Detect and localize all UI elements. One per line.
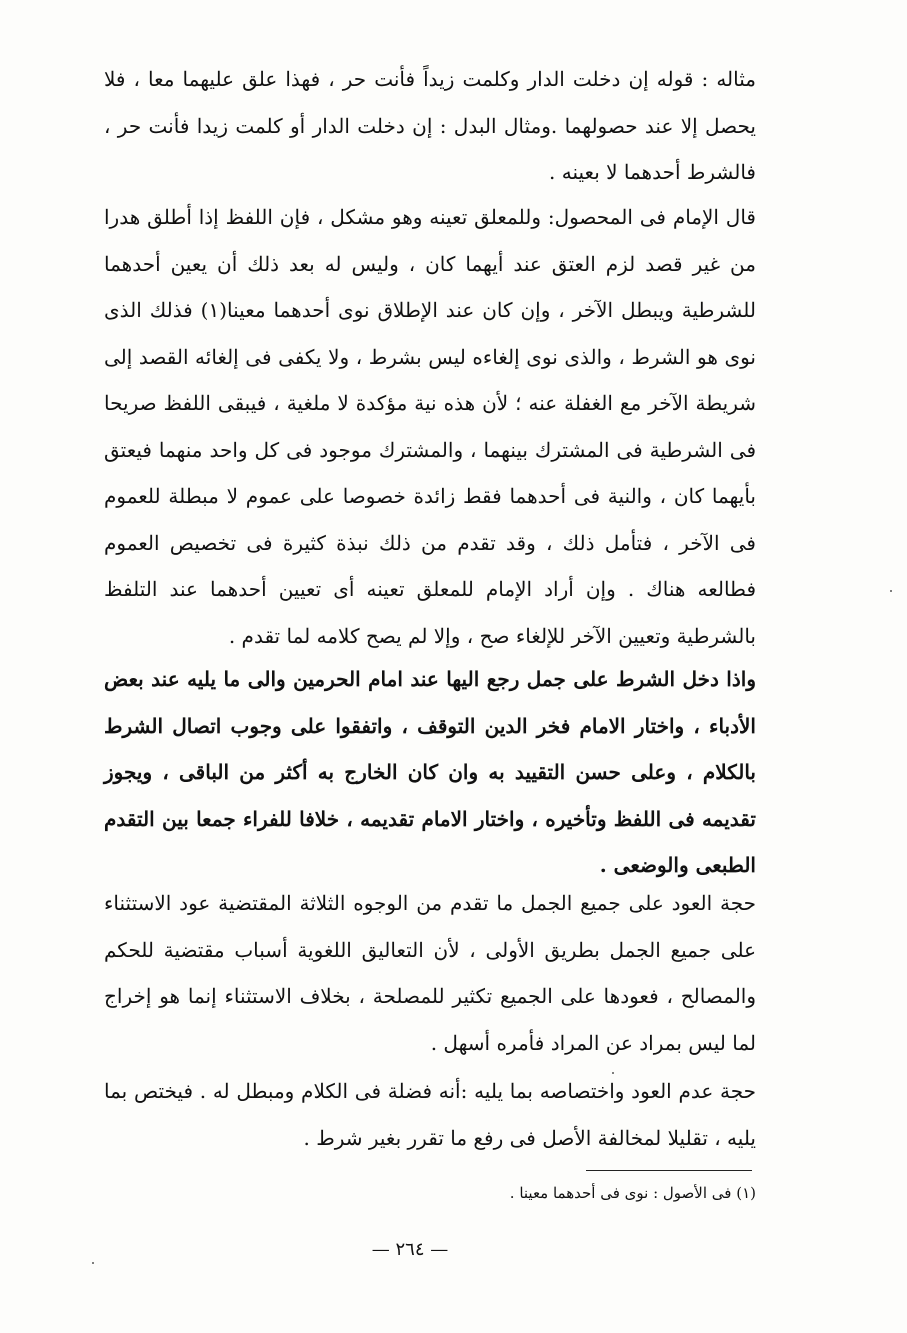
paragraph-text: حجة العود على جميع الجمل ما تقدم من الوجوه الثلاثة المقتضية عود الاستثناء على جميع الجمل بطريق الأولى ، لأن التعاليق اللغوية أسباب مقتضية للحكم والمصالح ، فعودها على الجميع تكثير للمصلحة ، بخلاف الاستثناء إنما هو إخراج لما ليس بمراد عن المراد فأمره أسهل .	[104, 891, 756, 1055]
footnote: (١) فى الأصول : نوى فى أحدهما معينا .	[509, 1184, 756, 1202]
paragraph-text: حجة عدم العود واختصاصه بما يليه :أنه فضلة فى الكلام ومبطل له . فيختص بما يليه ، تقليلا لمخالفة الأصل فى رفع ما تقرر بغير شرط .	[104, 1079, 756, 1150]
scan-speck	[612, 1072, 614, 1074]
paragraph-example	[104, 56, 756, 196]
paragraph-argument-return	[104, 880, 756, 1066]
paragraph-text: مثاله : قوله إن دخلت الدار وكلمت زيداً فأنت حر ، فهذا علق عليهما معا ، فلا يحصل إلا عند حصولهما .ومثال البدل : إن دخلت الدار أو كلمت زيدا فأنت حر ، فالشرط أحدهما لا بعينه .	[104, 67, 756, 184]
paragraph-imam-mahsul	[104, 194, 756, 659]
scan-speck	[890, 590, 892, 592]
scan-speck	[92, 1262, 94, 1264]
paragraph-argument-no-return	[104, 1068, 756, 1161]
paragraph-text: واذا دخل الشرط على جمل رجع اليها عند امام الحرمين والى ما يليه عند بعض الأدباء ، واختار الامام فخر الدين التوقف ، واتفقوا على وجوب اتصال الشرط بالكلام ، وعلى حسن التقييد به وان كان الخارج به أكثر من الباقى ، ويجوز تقديمه فى اللفظ وتأخيره ، واختار الامام تقديمه ، خلافا للفراء جمعا بين التقدم الطبعى والوضعى .	[104, 667, 756, 877]
footnote-divider	[586, 1170, 752, 1171]
page-number: — ٢٦٤ —	[371, 1239, 449, 1260]
paragraph-condition-rule	[104, 656, 756, 889]
paragraph-text: قال الإمام فى المحصول: وللمعلق تعينه وهو مشكل ، فإن اللفظ إذا أطلق هدرا من غير قصد لزم العتق عند أيهما كان ، وليس له بعد ذلك أن يعين أحدهما للشرطية ويبطل الآخر ، وإن كان عند الإطلاق نوى أحدهما معينا(١) فذلك الذى نوى هو الشرط ، والذى نوى إلغاءه ليس بشرط ، ولا يكفى فى إلغائه القصد إلى شريطة الآخر مع الغفلة عنه ؛ لأن هذه نية مؤكدة لا ملغية ، فيبقى اللفظ صريحا فى الشرطية فى المشترك بينهما ، والمشترك موجود فى كل واحد منهما فيعتق بأيهما كان ، والنية فى أحدهما فقط زائدة خصوصا على عموم لا مبطلة للعموم فى الآخر ، فتأمل ذلك ، وقد تقدم من ذلك نبذة كثيرة فى تخصيص العموم فطالعه هناك . وإن أراد الإمام للمعلق تعينه أى تعيين أحدهما عند التلفظ بالشرطية وتعيين الآخر للإلغاء صح ، وإلا لم يصح كلامه لما تقدم .	[104, 205, 756, 648]
